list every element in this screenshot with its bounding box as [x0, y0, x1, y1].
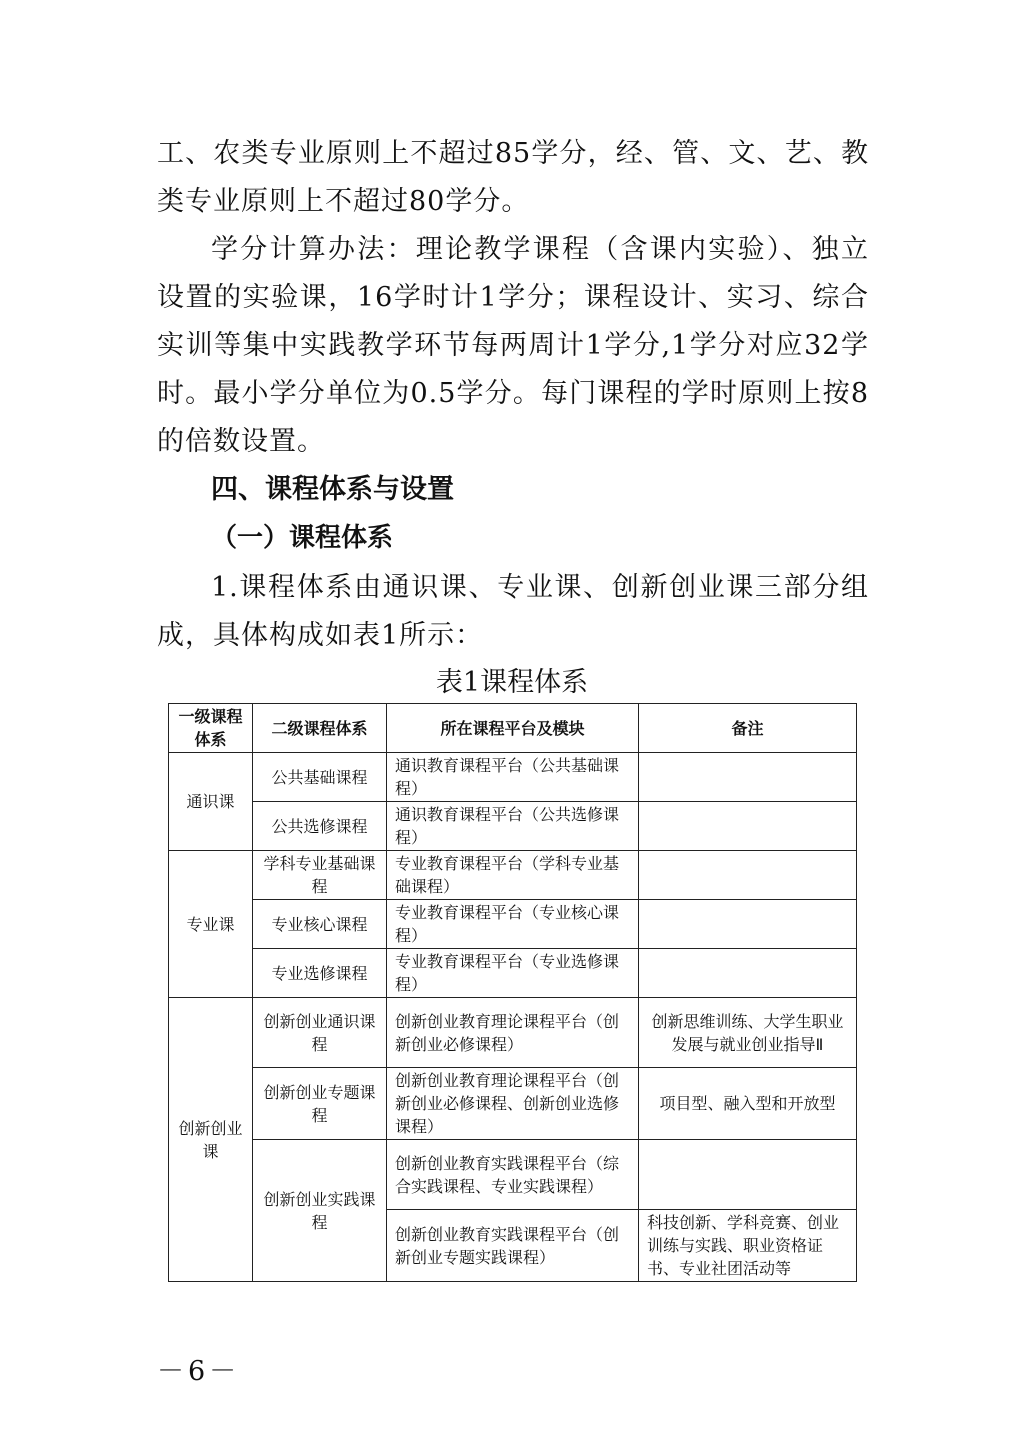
page-number: －6－: [157, 1356, 241, 1387]
note-cell: 创新思维训练、大学生职业发展与就业创业指导Ⅱ: [639, 998, 857, 1068]
level2-cell: 公共基础课程: [253, 753, 387, 802]
table-row: [169, 900, 857, 949]
platform-cell: 通识教育课程平台（公共基础课程）: [387, 753, 639, 802]
table-row: [169, 949, 857, 998]
platform-cell: 创新创业教育实践课程平台（综合实践课程、专业实践课程）: [387, 1140, 639, 1210]
section-title: 四、课程体系与设置: [211, 474, 454, 505]
paragraph-credit-calculation: 学分计算办法：理论教学课程（含课内实验）、独立设置的实验课，16学时计1学分；课程设计、实习、综合实训等集中实践教学环节每两周计1学分,1学分对应32学时。最小学分单位为0.5学分。每门课程的学时原则上按8的倍数设置。: [157, 234, 869, 457]
platform-cell: 通识教育课程平台（公共选修课程）: [387, 802, 639, 851]
note-cell: [639, 802, 857, 851]
table-row: [169, 998, 857, 1068]
subsection-title: （一）课程体系: [211, 523, 394, 553]
note-cell: [639, 900, 857, 949]
level2-cell: 创新创业通识课程: [253, 998, 387, 1068]
note-cell: 科技创新、学科竞赛、创业训练与实践、职业资格证书、专业社团活动等: [639, 1210, 857, 1282]
paragraph-credits-line1: 工、农类专业原则上不超过85学分，经、管、文、艺、教: [157, 138, 869, 169]
table-row: [169, 1068, 857, 1140]
note-cell: 项目型、融入型和开放型: [639, 1068, 857, 1140]
level2-cell: 专业核心课程: [253, 900, 387, 949]
group-general-courses: 通识课: [169, 753, 253, 851]
table-header-row: [169, 704, 857, 753]
group-major-courses: 专业课: [169, 851, 253, 998]
level2-cell: 公共选修课程: [253, 802, 387, 851]
platform-cell: 创新创业教育实践课程平台（创新创业专题实践课程）: [387, 1210, 639, 1282]
table-caption: 表1课程体系: [435, 667, 589, 698]
note-cell: [639, 1140, 857, 1210]
note-cell: [639, 949, 857, 998]
platform-cell: 专业教育课程平台（专业选修课程）: [387, 949, 639, 998]
level2-cell: 专业选修课程: [253, 949, 387, 998]
level2-cell: 学科专业基础课程: [253, 851, 387, 900]
note-cell: [639, 753, 857, 802]
level2-cell: 创新创业实践课程: [253, 1140, 387, 1282]
paragraph-course-system: 1.课程体系由通识课、专业课、创新创业课三部分组成，具体构成如表1所示：: [157, 572, 869, 651]
note-cell: [639, 851, 857, 900]
platform-cell: 专业教育课程平台（专业核心课程）: [387, 900, 639, 949]
header-platform: 所在课程平台及模块: [387, 704, 639, 753]
level2-cell: 创新创业专题课程: [253, 1068, 387, 1140]
course-system-table: [168, 703, 857, 1282]
header-level1: 一级课程体系: [169, 704, 253, 753]
header-note: 备注: [639, 704, 857, 753]
platform-cell: 创新创业教育理论课程平台（创新创业必修课程）: [387, 998, 639, 1068]
platform-cell: 创新创业教育理论课程平台（创新创业必修课程、创新创业选修课程）: [387, 1068, 639, 1140]
table-row: [169, 802, 857, 851]
paragraph-credits-line2: 类专业原则上不超过80学分。: [157, 186, 530, 217]
table-row: [169, 753, 857, 802]
group-innovation-courses: 创新创业课: [169, 998, 253, 1282]
header-level2: 二级课程体系: [253, 704, 387, 753]
platform-cell: 专业教育课程平台（学科专业基础课程）: [387, 851, 639, 900]
table-row: [169, 1140, 857, 1210]
table-row: [169, 851, 857, 900]
